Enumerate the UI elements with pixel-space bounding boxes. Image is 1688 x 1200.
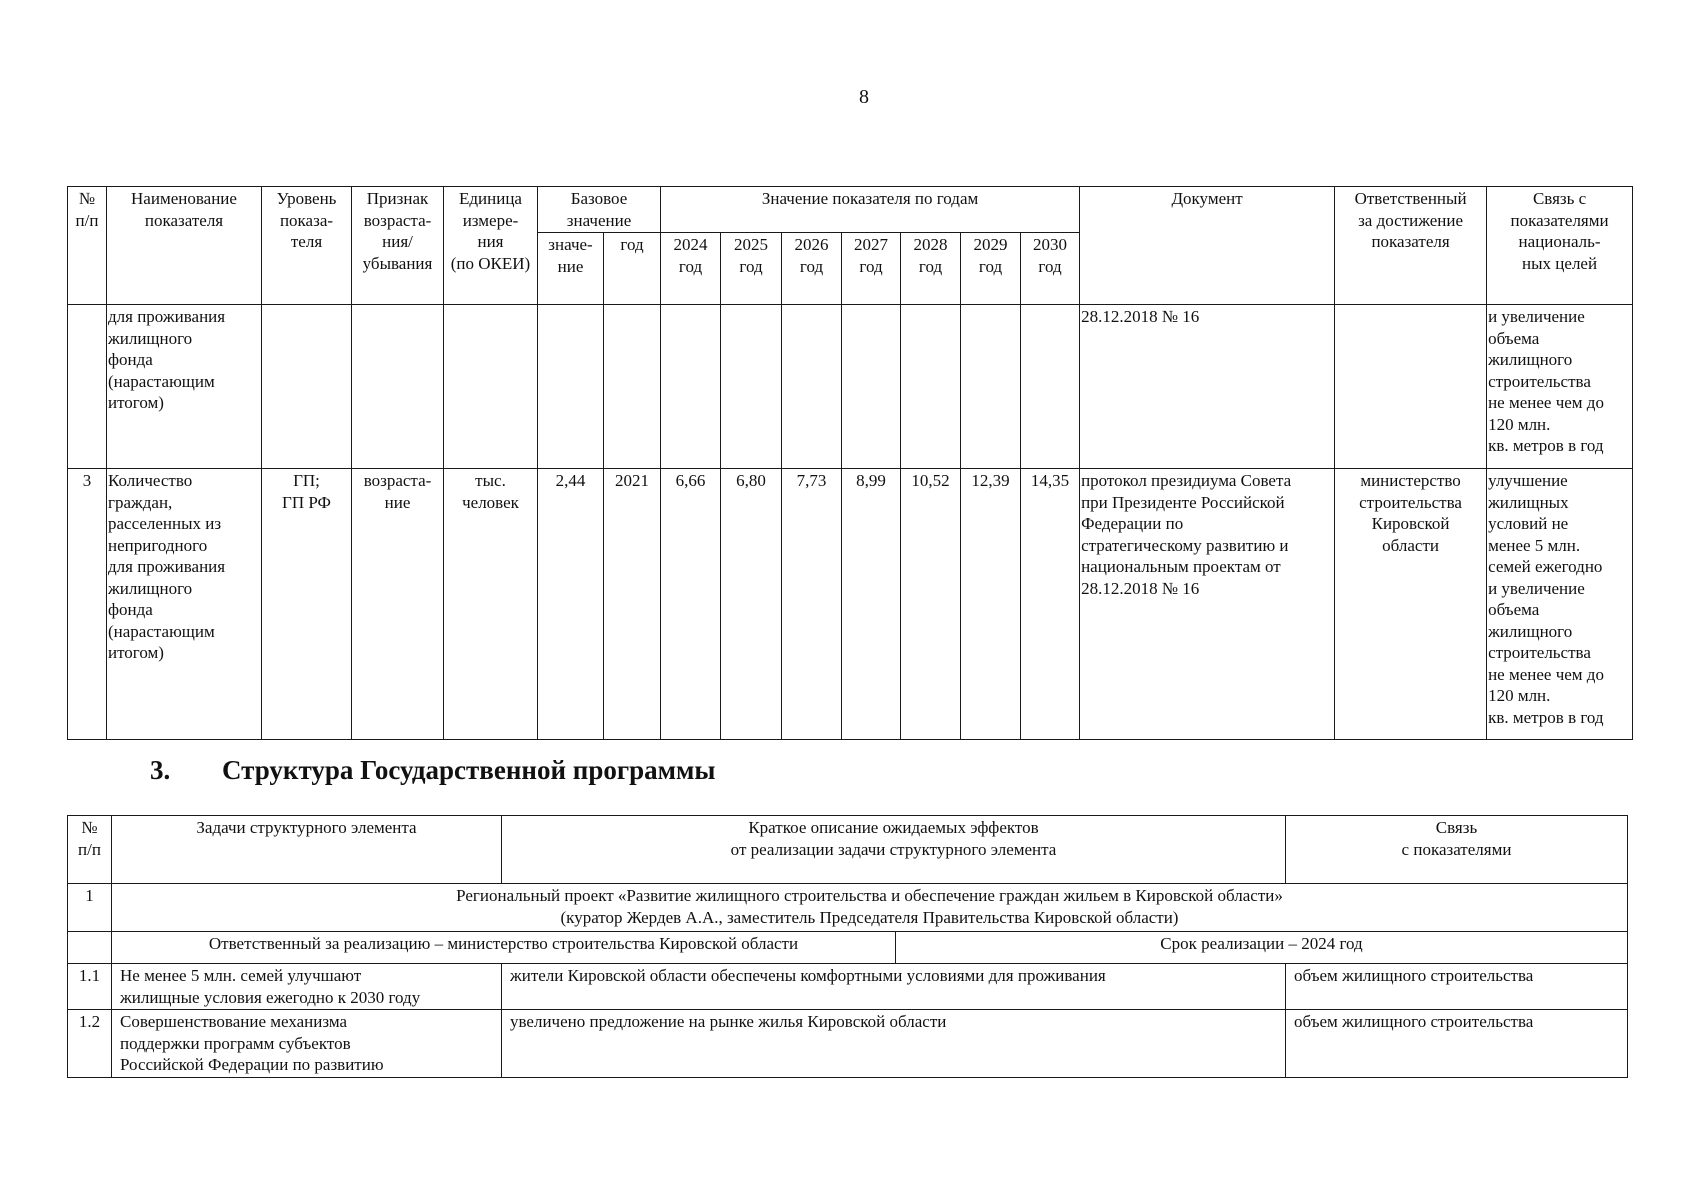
row-trend: возраста- ние [352,469,444,740]
header-unit: Единица измере- ния (по ОКЕИ) [444,187,538,305]
row-national-goals-link: и увеличение объема жилищного строительства не менее чем до 120 млн. кв. метров в год [1487,305,1633,469]
header-indicator-name: Наименование показателя [107,187,262,305]
row-value-2025: 6,80 [721,469,782,740]
header-year-2028: 2028 год [901,233,961,305]
program-structure-table [67,815,1628,1078]
row-value-2029: 12,39 [961,469,1021,740]
row-value-2026: 7,73 [782,469,842,740]
table-row [68,964,1628,1010]
row-num [68,305,107,469]
row-base-year: 2021 [604,469,661,740]
row-value-2028 [901,305,961,469]
row-responsible: министерство строительства Кировской области [1335,469,1487,740]
section-number: 3. [150,755,171,785]
row-national-goals-link: улучшение жилищных условий не менее 5 млн. семей ежегодно и увеличение объема жилищного строительства не менее чем до 120 млн. кв. метров в год [1487,469,1633,740]
header-base-value: значе- ние [538,233,604,305]
row-base-value [538,305,604,469]
row-base-value: 2,44 [538,469,604,740]
row-trend [352,305,444,469]
header-level: Уровень показа- теля [262,187,352,305]
row-indicator-name: для проживания жилищного фонда (нарастающим итогом) [107,305,262,469]
header-tasks: Задачи структурного элемента [112,816,502,884]
responsible-row [68,932,1628,964]
header-years-group: Значение показателя по годам [661,187,1080,233]
indicator-link: объем жилищного строительства [1286,1010,1628,1078]
header-national-goals-link: Связь с показателями националь- ных целей [1487,187,1633,305]
effect-text: жители Кировской области обеспечены комфортными условиями для проживания [502,964,1286,1010]
row-value-2030 [1021,305,1080,469]
task-num: 1.2 [68,1010,112,1078]
deadline-text: Срок реализации – 2024 год [896,932,1628,964]
row-value-2025 [721,305,782,469]
row-value-2026 [782,305,842,469]
row-value-2027 [842,305,901,469]
table-row [68,1010,1628,1078]
row-indicator-name: Количество граждан, расселенных из непригодного для проживания жилищного фонда (нарастающим итогом) [107,469,262,740]
table-row [68,469,1633,740]
header-year-2026: 2026 год [782,233,842,305]
table-row [68,305,1633,469]
responsible-text: Ответственный за реализацию – министерство строительства Кировской области [112,932,896,964]
section-title: Структура Государственной программы [222,755,716,785]
header-base: Базовое значение [538,187,661,233]
task-text: Не менее 5 млн. семей улучшают жилищные условия ежегодно к 2030 году [112,964,502,1010]
task-text: Совершенствование механизма поддержки программ субъектов Российской Федерации по развитию [112,1010,502,1078]
header-document: Документ [1080,187,1335,305]
section-heading [150,755,715,786]
header-indicators-link: Связь с показателями [1286,816,1628,884]
row-level: ГП; ГП РФ [262,469,352,740]
row-value-2024: 6,66 [661,469,721,740]
project-row [68,884,1628,932]
row-value-2024 [661,305,721,469]
header-trend: Признак возраста- ния/ убывания [352,187,444,305]
header-effects: Краткое описание ожидаемых эффектов от реализации задачи структурного элемента [502,816,1286,884]
header-year-2029: 2029 год [961,233,1021,305]
header-num: № п/п [68,816,112,884]
task-num: 1.1 [68,964,112,1010]
row-unit [444,305,538,469]
header-year-2027: 2027 год [842,233,901,305]
indicators-table [67,186,1633,740]
row-value-2028: 10,52 [901,469,961,740]
project-num: 1 [68,884,112,932]
header-year-2030: 2030 год [1021,233,1080,305]
header-base-year: год [604,233,661,305]
row-value-2027: 8,99 [842,469,901,740]
row-base-year [604,305,661,469]
row-responsible [1335,305,1487,469]
header-year-2025: 2025 год [721,233,782,305]
indicator-link: объем жилищного строительства [1286,964,1628,1010]
header-responsible: Ответственный за достижение показателя [1335,187,1487,305]
row-num: 3 [68,469,107,740]
header-year-2024: 2024 год [661,233,721,305]
row-unit: тыс. человек [444,469,538,740]
row-value-2030: 14,35 [1021,469,1080,740]
row-level [262,305,352,469]
page-number: 8 [859,86,869,108]
project-title: Региональный проект «Развитие жилищного строительства и обеспечение граждан жильем в Кировской области» (куратор Жердев А.А., заместитель Председателя Правительства Кировской области) [112,884,1628,932]
row-document: протокол президиума Совета при Президенте Российской Федерации по стратегическому развитию и национальным проектам от 28.12.2018 № 16 [1080,469,1335,740]
effect-text: увеличено предложение на рынке жилья Кировской области [502,1010,1286,1078]
row-document: 28.12.2018 № 16 [1080,305,1335,469]
row-value-2029 [961,305,1021,469]
header-num: № п/п [68,187,107,305]
